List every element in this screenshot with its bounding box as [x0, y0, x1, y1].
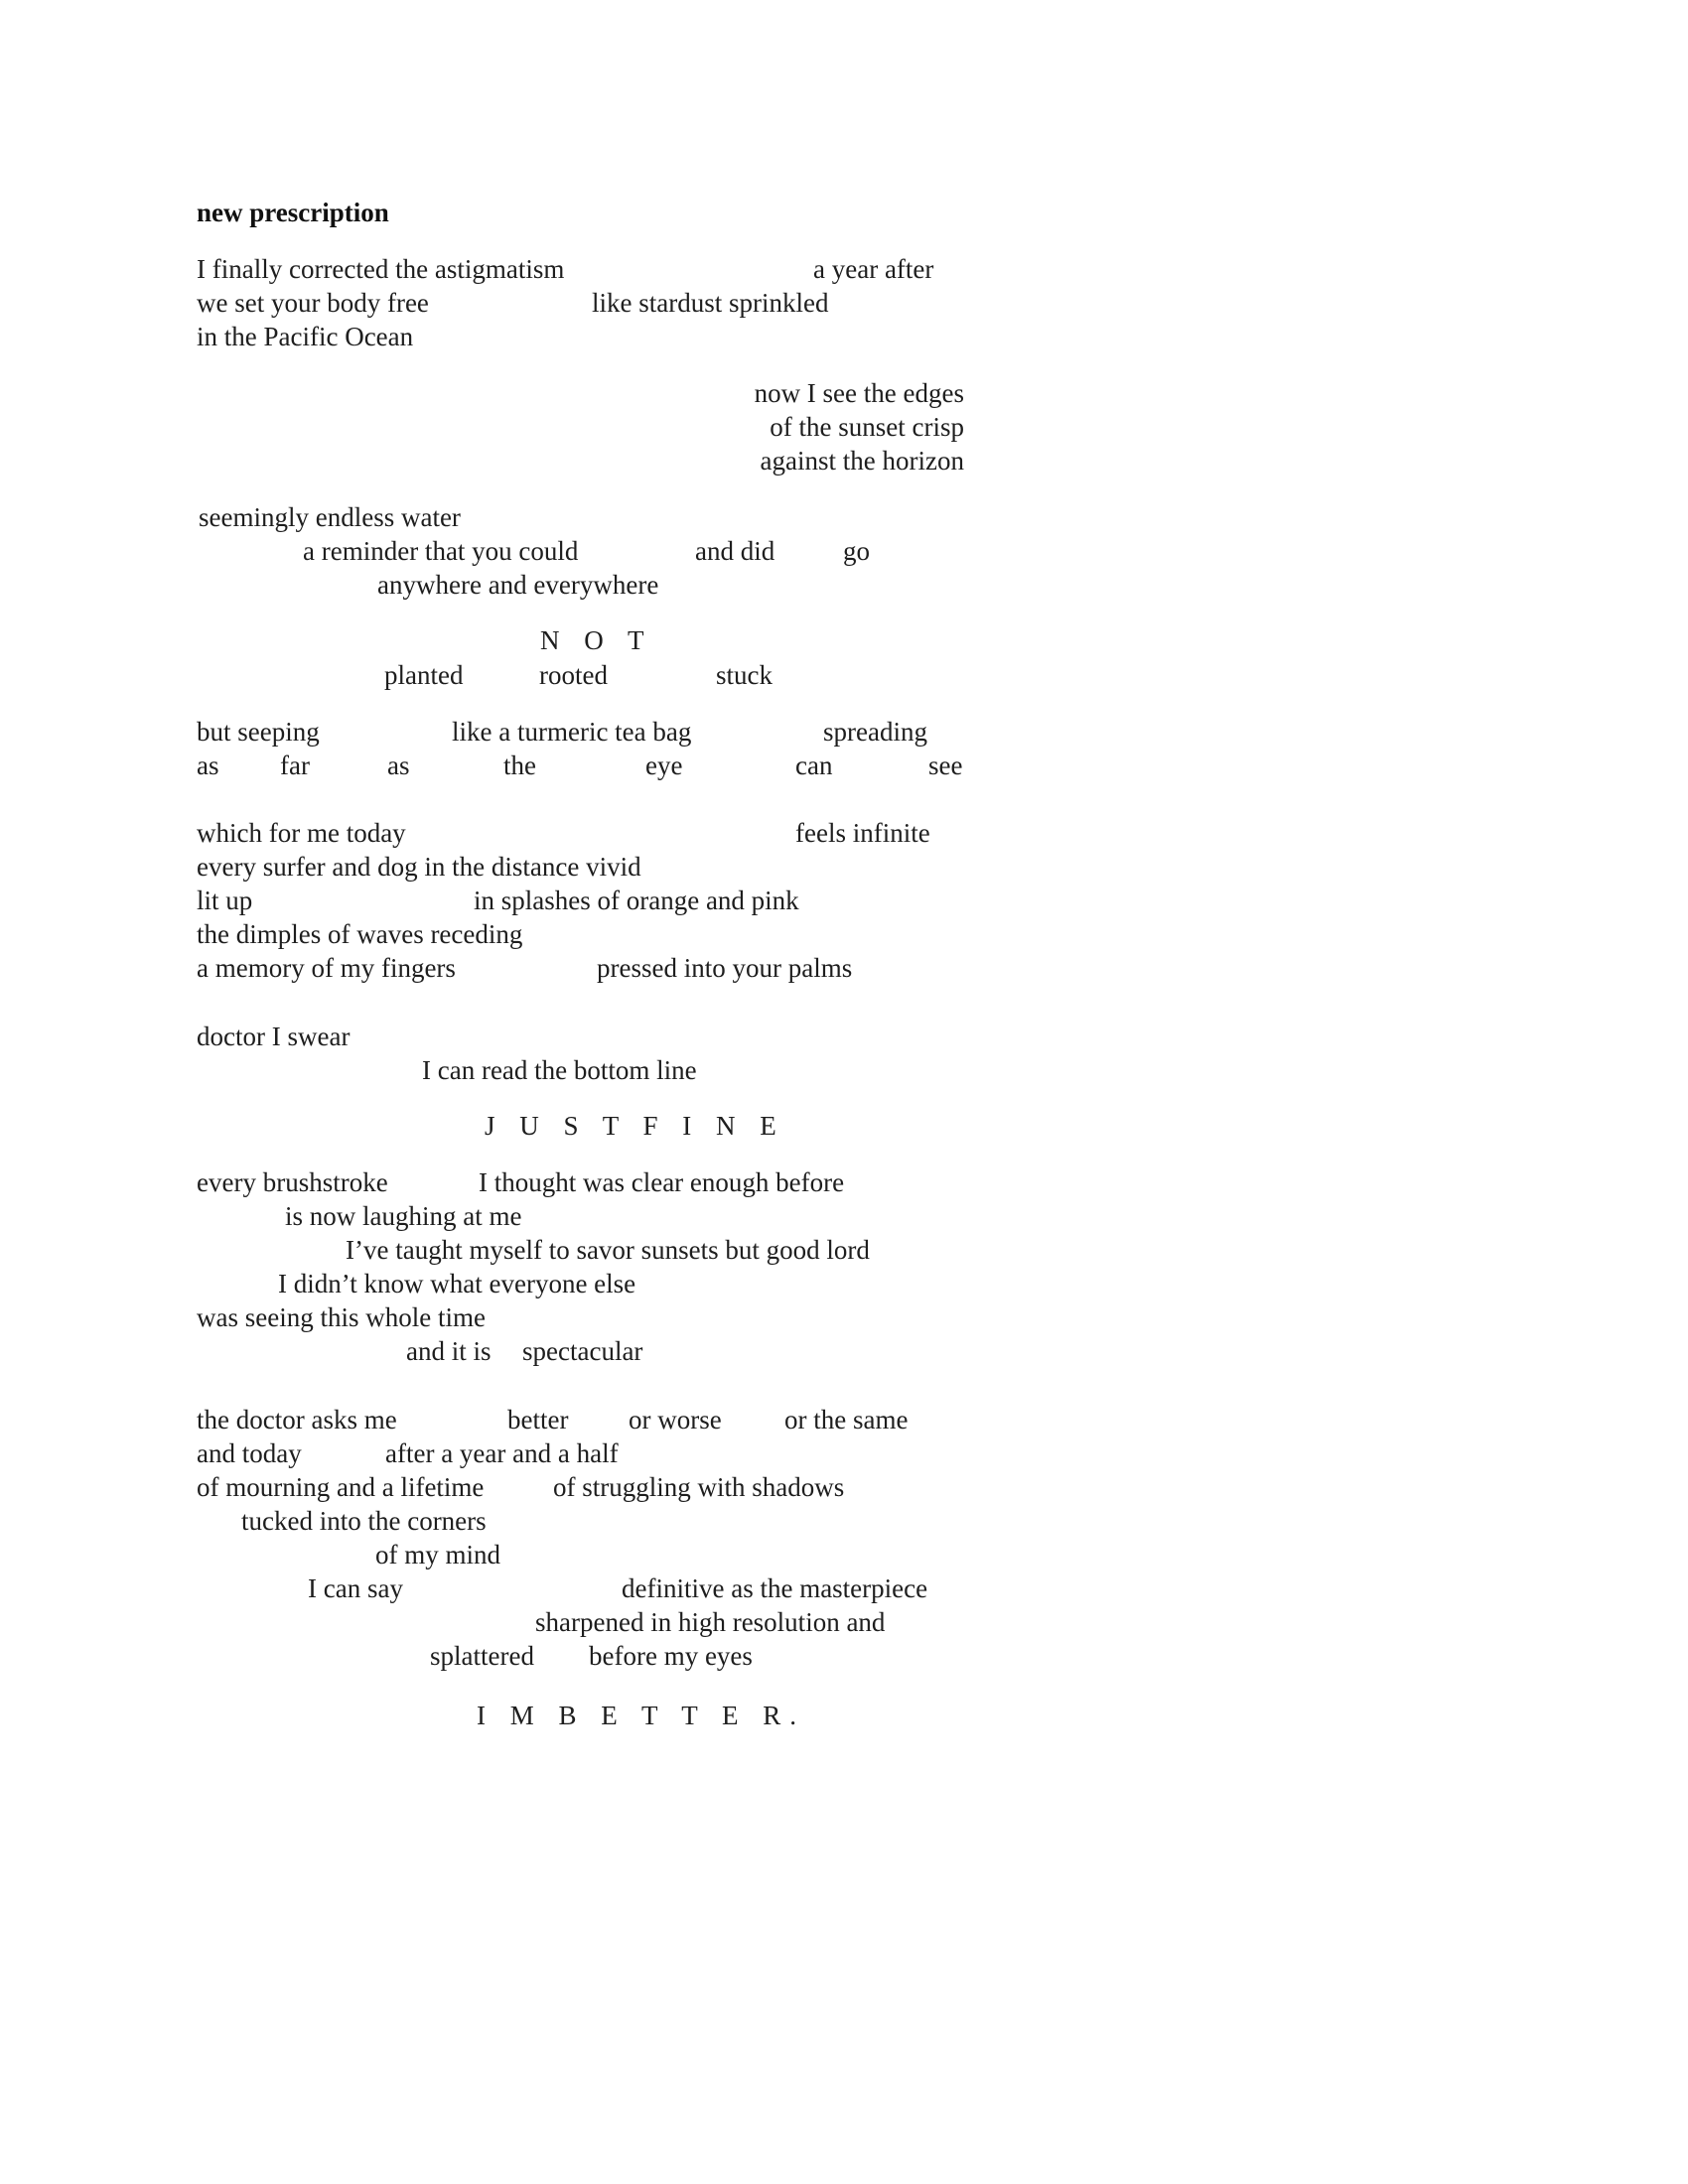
poem-line-fragment: I thought was clear enough before	[479, 1167, 845, 1197]
poem-line-fragment: before my eyes	[589, 1641, 753, 1671]
poem-line-fragment: sharpened in high resolution and	[535, 1607, 886, 1637]
poem-line-fragment: spectacular	[522, 1336, 643, 1366]
poem-line-fragment: see	[928, 751, 963, 780]
poem-line-fragment: the dimples of waves receding	[197, 919, 523, 949]
poem-line-fragment: pressed into your palms	[597, 953, 853, 983]
poem-line-fragment: seemingly endless water	[199, 502, 461, 532]
poem-line-fragment: in the Pacific Ocean	[197, 322, 414, 351]
poem-line-fragment: the	[503, 751, 536, 780]
poem-line-fragment: or the same	[784, 1405, 909, 1434]
poem-line-fragment: go	[843, 536, 870, 566]
poem-line-fragment: which for me today	[197, 818, 406, 848]
poem-line-fragment: stuck	[716, 660, 773, 690]
poem-line-fragment: was seeing this whole time	[197, 1302, 486, 1332]
poem-line-fragment: now I see the edges	[754, 378, 964, 408]
poem-line-fragment: better	[507, 1405, 569, 1434]
poem-line-fragment: is now laughing at me	[285, 1201, 522, 1231]
poem-line-fragment: every brushstroke	[197, 1167, 388, 1197]
poem-line-fragment: a memory of my fingers	[197, 953, 456, 983]
poem-line-fragment: I didn’t know what everyone else	[278, 1269, 636, 1298]
poem-line-fragment: and did	[695, 536, 775, 566]
poem-line-fragment: spreading	[823, 717, 927, 747]
poem-line-fragment: I finally corrected the astigmatism	[197, 254, 565, 284]
emphasis-line: J U S T F I N E	[485, 1111, 785, 1141]
poem-line-fragment: I’ve taught myself to savor sunsets but good lord	[346, 1235, 870, 1265]
poem-line-fragment: in splashes of orange and pink	[474, 886, 799, 915]
poem-line-fragment: as	[197, 751, 219, 780]
poem-line-fragment: rooted	[539, 660, 608, 690]
poem-line-fragment: of mourning and a lifetime	[197, 1472, 485, 1502]
poem-line-fragment: of my mind	[375, 1540, 500, 1570]
poem-line-fragment: or worse	[629, 1405, 722, 1434]
poem-line-fragment: doctor I swear	[197, 1022, 351, 1051]
poem-line-fragment: and it is	[406, 1336, 492, 1366]
poem-line-fragment: after a year and a half	[385, 1438, 619, 1468]
poem-line-fragment: the doctor asks me	[197, 1405, 397, 1434]
poem-line-fragment: a reminder that you could	[303, 536, 579, 566]
poem-title: new prescription	[197, 198, 389, 227]
poem-line-fragment: far	[280, 751, 310, 780]
poem-line-fragment: definitive as the masterpiece	[622, 1573, 928, 1603]
poem-line-fragment: of struggling with shadows	[553, 1472, 845, 1502]
poem-line-fragment: and today	[197, 1438, 302, 1468]
poem-line-fragment: eye	[645, 751, 683, 780]
emphasis-line: I M B E T T E R.	[477, 1701, 806, 1730]
poem-line-fragment: can	[795, 751, 833, 780]
poem-line-fragment: feels infinite	[795, 818, 930, 848]
poem-line-fragment: tucked into the corners	[241, 1506, 487, 1536]
poem-line-fragment: splattered	[430, 1641, 534, 1671]
poem-line-fragment: like a turmeric tea bag	[452, 717, 692, 747]
poem-line-fragment: but seeping	[197, 717, 320, 747]
poem-line-fragment: of the sunset crisp	[770, 412, 964, 442]
poem-line-fragment: as	[387, 751, 410, 780]
poem-line-fragment: planted	[384, 660, 464, 690]
poem-line-fragment: every surfer and dog in the distance vivid	[197, 852, 641, 882]
emphasis-line: N O T	[540, 625, 653, 655]
poem-line-fragment: I can read the bottom line	[422, 1055, 697, 1085]
poem-line-fragment: anywhere and everywhere	[377, 570, 659, 600]
poem-line-fragment: I can say	[308, 1573, 403, 1603]
poem-line-fragment: like stardust sprinkled	[592, 288, 829, 318]
poem-line-fragment: lit up	[197, 886, 253, 915]
poem-line-fragment: we set your body free	[197, 288, 429, 318]
poem-line-fragment: a year after	[813, 254, 934, 284]
poem-line-fragment: against the horizon	[760, 446, 964, 476]
